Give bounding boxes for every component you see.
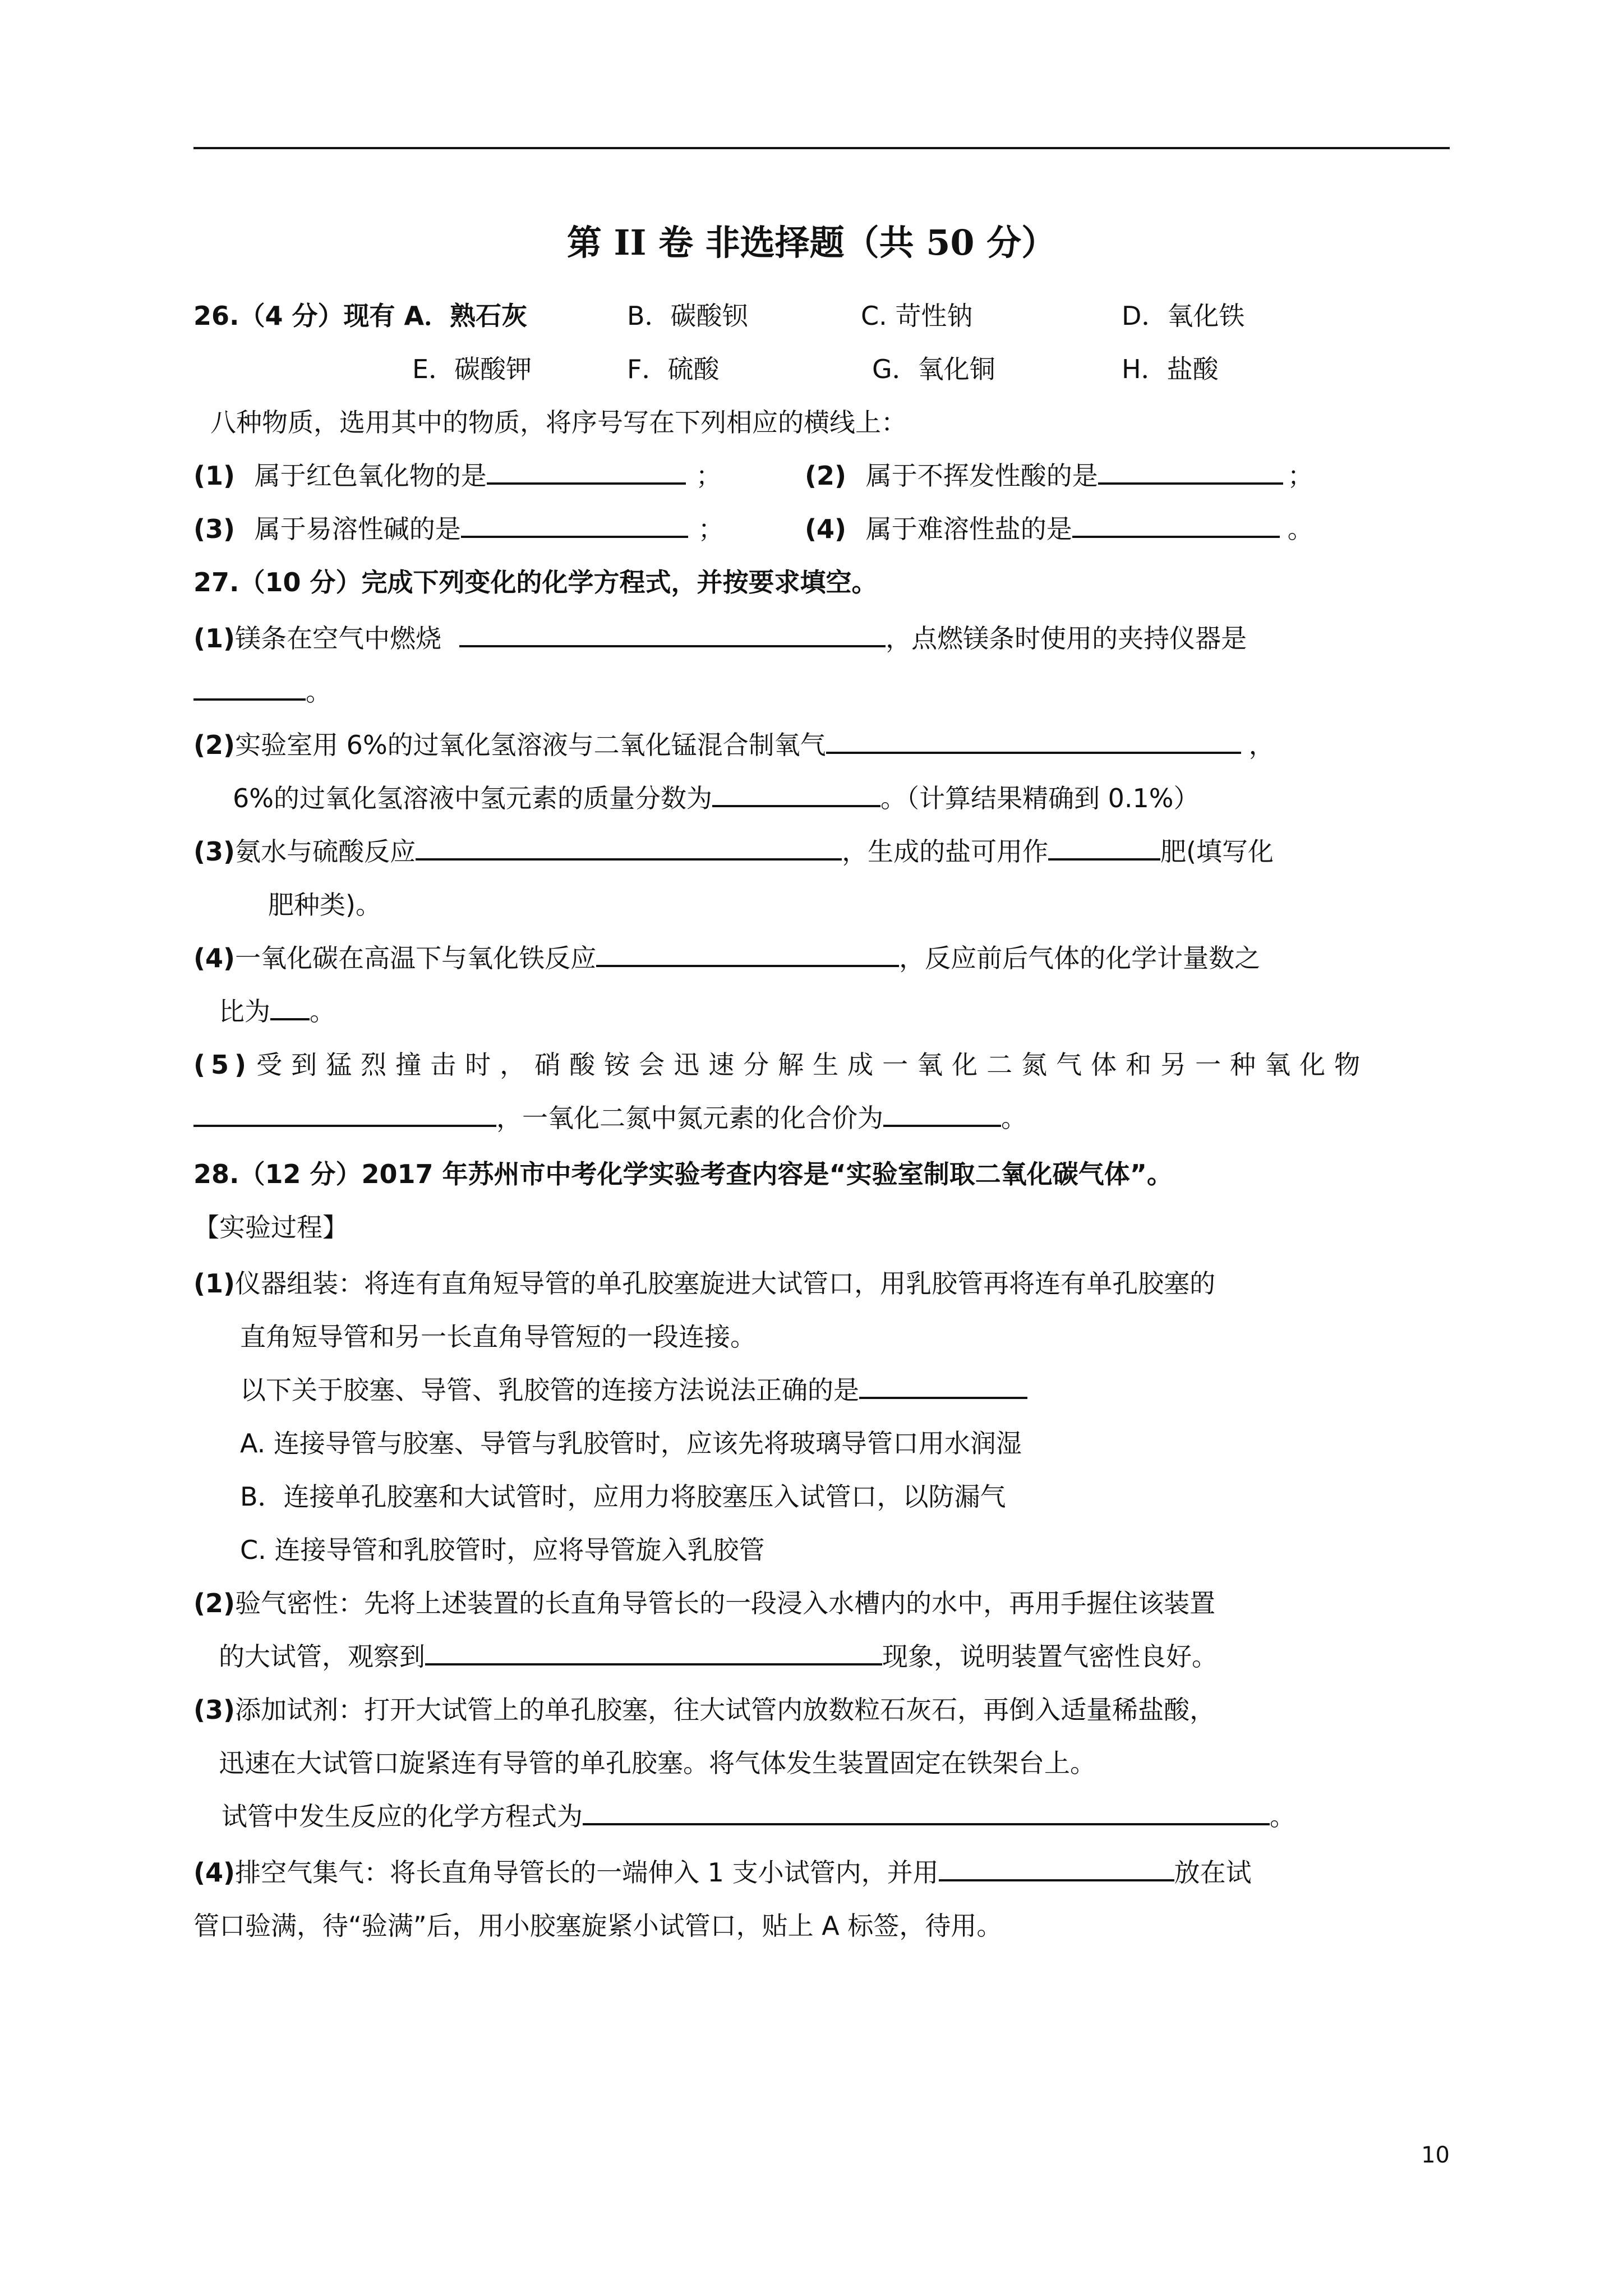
- item-number: (5): [193, 1050, 252, 1080]
- item-text: 比为: [219, 996, 270, 1027]
- item-text: 试管中发生反应的化学方程式为: [222, 1801, 583, 1832]
- q26-option-c: C. 苛性钠: [861, 301, 973, 331]
- answer-blank[interactable]: [193, 676, 306, 701]
- item-text: 的大试管，观察到: [219, 1641, 425, 1672]
- q27-part-2: [193, 725, 1275, 765]
- q26-option-g: G．氧化铜: [872, 354, 995, 384]
- punctuation: ；: [1287, 461, 1313, 491]
- answer-blank[interactable]: [193, 1102, 496, 1127]
- q28-step-4: [193, 1853, 1252, 1892]
- q27-part-5: [193, 1045, 1369, 1084]
- q26-header-row: [193, 296, 527, 335]
- item-text: 属于难溶性盐的是: [865, 514, 1072, 544]
- punctuation: ；: [698, 514, 724, 544]
- item-text: 现象，说明装置气密性良好。: [882, 1641, 1218, 1672]
- item-text: 。（计算结果精确到 0.1%）: [880, 783, 1200, 813]
- item-number: (4): [193, 1857, 236, 1888]
- q28-section-heading: 【实验过程】: [193, 1212, 348, 1243]
- item-number: (2): [805, 461, 847, 491]
- item-number: (2): [193, 1588, 236, 1618]
- punctuation: ；: [695, 461, 722, 491]
- punctuation: 。: [1001, 1103, 1027, 1133]
- answer-blank[interactable]: [1048, 836, 1160, 861]
- item-text: ，一氧化二氮中氮元素的化合价为: [496, 1103, 883, 1133]
- q28-step-3-equation: [222, 1797, 1295, 1836]
- q26-item-1: [193, 456, 722, 495]
- item-text: 排空气集气：将长直角导管长的一端伸入 1 支小试管内，并用: [235, 1857, 939, 1888]
- item-number: (4): [805, 514, 847, 544]
- q28-head: [193, 1154, 1173, 1194]
- q28-step-2-cont: [219, 1637, 1218, 1676]
- q28-head-text: 28.（12 分）2017 年苏州市中考化学实验考查内容是“实验室制取二氧化碳气体”。: [193, 1159, 1173, 1189]
- q28-step-3: [193, 1690, 1215, 1729]
- section-title: 第 II 卷 非选择题（共 50 分）: [566, 222, 1057, 263]
- answer-blank[interactable]: [461, 513, 688, 538]
- item-number: (3): [193, 1695, 236, 1725]
- q27-part-4: [193, 938, 1260, 978]
- item-text: 一氧化碳在高温下与氧化铁反应: [235, 943, 597, 973]
- item-text: 仪器组装：将连有直角短导管的单孔胶塞旋进大试管口，用乳胶管再将连有单孔胶塞的: [235, 1268, 1216, 1299]
- q28-step-1-cont: 直角短导管和另一长直角导管短的一段连接。: [240, 1322, 756, 1352]
- answer-blank[interactable]: [859, 1374, 1027, 1399]
- q26-option-h: H．盐酸: [1122, 354, 1219, 384]
- answer-blank[interactable]: [826, 729, 1241, 754]
- answer-blank[interactable]: [425, 1641, 882, 1665]
- punctuation: ，: [1248, 730, 1275, 760]
- item-text: 以下关于胶塞、导管、乳胶管的连接方法说法正确的是: [240, 1375, 859, 1405]
- item-text: 放在试: [1174, 1857, 1252, 1888]
- q26-option-e: E．碳酸钾: [412, 354, 532, 384]
- punctuation: 。: [1287, 514, 1313, 544]
- q26-option-d: D．氧化铁: [1122, 301, 1245, 331]
- item-text: ，生成的盐可用作: [842, 836, 1049, 867]
- item-text: 添加试剂：打开大试管上的单孔胶塞，往大试管内放数粒石灰石，再倒入适量稀盐酸，: [235, 1695, 1216, 1725]
- q26-item-2: [805, 456, 1313, 495]
- item-number: (1): [193, 623, 236, 654]
- q28-step-1: [193, 1264, 1215, 1303]
- answer-blank[interactable]: [883, 1102, 1001, 1127]
- header-rule: [193, 147, 1450, 149]
- q28-option-b: B．连接单孔胶塞和大试管时，应用力将胶塞压入试管口，以防漏气: [240, 1481, 1006, 1512]
- q26-head: 26.（4 分）现有 A．熟石灰: [193, 301, 528, 331]
- q27-part-5-cont: [193, 1098, 1027, 1138]
- q27-part-3-cont: 肥种类)。: [268, 890, 381, 920]
- answer-blank[interactable]: [416, 836, 842, 861]
- q27-part-2-cont: [233, 779, 1199, 818]
- q27-part-3: [193, 832, 1274, 871]
- q28-step-4-cont: 管口验满，待“验满”后，用小胶塞旋紧小试管口，贴上 A 标签，待用。: [193, 1911, 1003, 1941]
- item-number: (2): [193, 730, 236, 760]
- item-text: ，反应前后气体的化学计量数之: [899, 943, 1261, 973]
- q27-part-1: [193, 619, 1247, 658]
- q28-option-a: A. 连接导管与胶塞、导管与乳胶管时，应该先将玻璃导管口用水润湿: [240, 1428, 1022, 1458]
- q26-instruction: 八种物质，选用其中的物质，将序号写在下列相应的横线上：: [210, 407, 907, 438]
- item-number: (1): [193, 1268, 236, 1299]
- q28-step-1-question: [240, 1370, 1027, 1410]
- item-text: 肥(填写化: [1160, 836, 1274, 867]
- q27-part-1-cont: [193, 672, 331, 711]
- q26-item-3: [193, 509, 724, 549]
- item-text: 受到猛烈撞击时，硝酸铵会迅速分解生成一氧化二氮气体和另一种氧化物: [256, 1050, 1370, 1080]
- answer-blank[interactable]: [487, 460, 686, 485]
- q28-option-c: C. 连接导管和乳胶管时，应将导管旋入乳胶管: [240, 1535, 765, 1565]
- item-text: 氨水与硫酸反应: [235, 836, 416, 867]
- answer-blank[interactable]: [712, 783, 880, 807]
- item-text: 6%的过氧化氢溶液中氢元素的质量分数为: [233, 783, 712, 813]
- item-text: 属于易溶性碱的是: [254, 514, 461, 544]
- page-number: 10: [1421, 2142, 1450, 2168]
- q27-head: [193, 563, 878, 602]
- item-number: (1): [193, 461, 236, 491]
- item-text: ，点燃镁条时使用的夹持仪器是: [886, 623, 1247, 654]
- punctuation: 。: [310, 996, 335, 1027]
- q26-item-4: [805, 509, 1313, 549]
- q28-step-3-cont: 迅速在大试管口旋紧连有导管的单孔胶塞。将气体发生装置固定在铁架台上。: [219, 1748, 1096, 1778]
- q27-head-text: 27.（10 分）完成下列变化的化学方程式，并按要求填空。: [193, 567, 878, 597]
- answer-blank[interactable]: [596, 942, 899, 967]
- item-text: 验气密性：先将上述装置的长直角导管长的一段浸入水槽内的水中，再用手握住该装置: [235, 1588, 1216, 1618]
- punctuation: 。: [306, 677, 331, 707]
- answer-blank[interactable]: [1098, 460, 1283, 485]
- item-text: 实验室用 6%的过氧化氢溶液与二氧化锰混合制氧气: [235, 730, 826, 760]
- item-number: (3): [193, 514, 236, 544]
- q26-option-b: B．碳酸钡: [627, 301, 748, 331]
- q26-option-f: F．硫酸: [627, 354, 720, 384]
- item-number: (3): [193, 836, 236, 867]
- answer-blank[interactable]: [583, 1801, 1270, 1825]
- answer-blank[interactable]: [939, 1857, 1174, 1881]
- item-number: (4): [193, 943, 236, 973]
- answer-blank[interactable]: [1072, 513, 1280, 538]
- item-text: 属于红色氧化物的是: [254, 461, 487, 491]
- answer-blank[interactable]: [270, 996, 310, 1020]
- q28-step-2: [193, 1584, 1215, 1623]
- answer-blank[interactable]: [459, 623, 886, 647]
- q27-part-4-cont: [219, 992, 335, 1031]
- punctuation: 。: [1270, 1801, 1295, 1832]
- item-text: 镁条在空气中燃烧: [235, 623, 442, 654]
- item-text: 属于不挥发性酸的是: [865, 461, 1098, 491]
